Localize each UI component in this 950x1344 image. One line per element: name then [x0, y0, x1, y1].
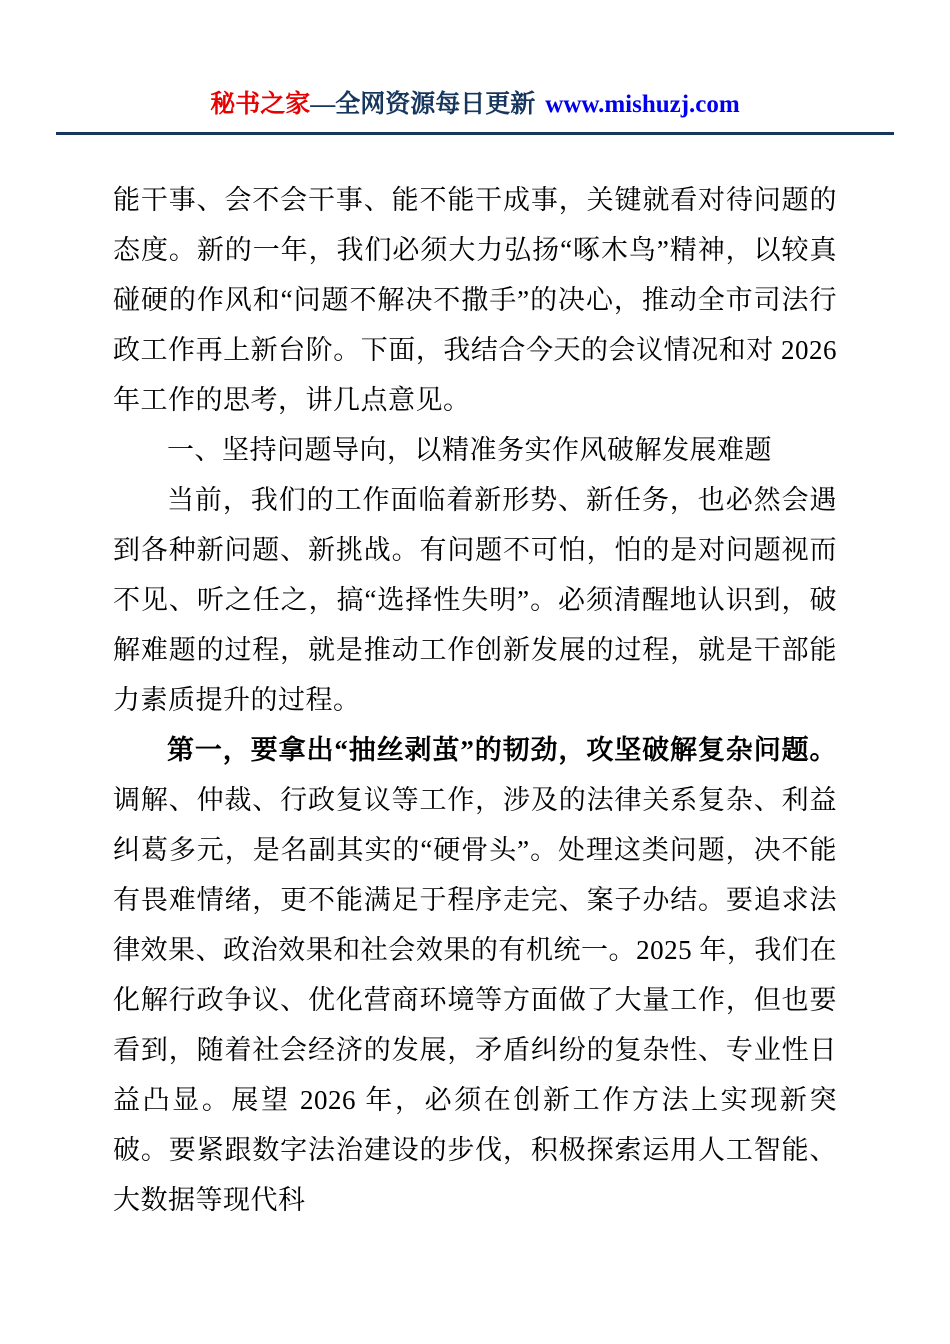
document-body — [113, 175, 837, 1225]
header-divider — [56, 132, 894, 135]
site-name: 秘书之家 — [210, 91, 311, 118]
paragraph-lead-bold: 第一，要拿出“抽丝剥茧”的韧劲，攻坚破解复杂问题。 — [167, 735, 837, 765]
paragraph: 第一，要拿出“抽丝剥茧”的韧劲，攻坚破解复杂问题。调解、仲裁、行政复议等工作，涉及的法律关系复杂、利益纠葛多元，是名副其实的“硬骨头”。处理这类问题，决不能有畏难情绪，更不能满足于程序走完、案子办结。要追求法律效果、政治效果和社会效果的有机统一。2025 年，我们在化解行政争议、优化营商环境等方面做了大量工作，但也要看到，随着社会经济的发展，矛盾纠纷的复杂性、专业性日益凸显。展望 2026 年，必须在创新工作方法上实现新突破。要紧跟数字法治建设的步伐，积极探索运用人工智能、大数据等现代科 — [113, 735, 837, 1215]
site-tagline: —全网资源每日更新 — [310, 91, 536, 118]
section-heading: 一、坚持问题导向，以精准务实作风破解发展难题 — [167, 435, 772, 465]
paragraph: 当前，我们的工作面临着新形势、新任务，也必然会遇到各种新问题、新挑战。有问题不可怕，怕的是对问题视而不见、听之任之，搞“选择性失明”。必须清醒地认识到，破解难题的过程，就是推动工作创新发展的过程，就是干部能力素质提升的过程。 — [113, 485, 837, 715]
site-url: www.mishuzj.com — [545, 91, 740, 118]
document-header — [0, 0, 950, 120]
paragraph-continuation: 能干事、会不会干事、能不能干成事，关键就看对待问题的态度。新的一年，我们必须大力弘扬“啄木鸟”精神，以较真碰硬的作风和“问题不解决不撒手”的决心，推动全市司法行政工作再上新台阶。下面，我结合今天的会议情况和对 2026 年工作的思考，讲几点意见。 — [113, 185, 837, 415]
